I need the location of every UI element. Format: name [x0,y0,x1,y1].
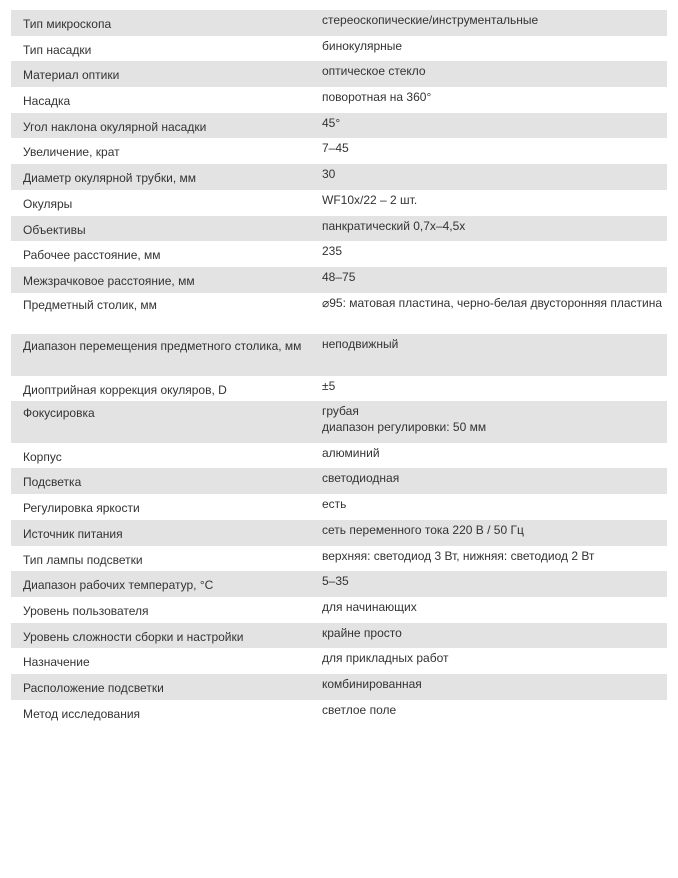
spec-row [11,494,667,520]
spec-name: Фокусировка [11,401,311,443]
spec-value: ±5 [311,376,667,402]
spec-value-line: грубая [322,404,359,419]
spec-name: Предметный столик, мм [11,293,311,335]
spec-value: сеть переменного тока 220 В / 50 Гц [311,520,667,546]
spec-value-line: диапазон регулировки: 50 мм [322,420,487,435]
spec-row [11,623,667,649]
spec-value: 7–45 [311,138,667,164]
spec-row [11,571,667,597]
spec-value: для прикладных работ [311,648,667,674]
spec-value: светодиодная [311,468,667,494]
spec-value: комбинированная [311,674,667,700]
spec-value: крайне просто [311,623,667,649]
spec-value: оптическое стекло [311,61,667,87]
spec-value: панкратический 0,7x–4,5x [311,216,667,242]
spec-row [11,293,667,335]
spec-name: Межзрачковое расстояние, мм [11,267,311,293]
spec-name: Источник питания [11,520,311,546]
spec-name: Назначение [11,648,311,674]
spec-row [11,164,667,190]
spec-name: Рабочее расстояние, мм [11,241,311,267]
spec-value: стереоскопические/инструментальные [311,10,667,36]
spec-value: неподвижный [311,334,667,376]
spec-name: Тип лампы подсветки [11,546,311,572]
spec-name: Окуляры [11,190,311,216]
spec-row [11,190,667,216]
spec-name: Регулировка яркости [11,494,311,520]
spec-name: Диапазон рабочих температур, °С [11,571,311,597]
spec-value: WF10x/22 – 2 шт. [311,190,667,216]
spec-name: Объективы [11,216,311,242]
spec-row [11,443,667,469]
spec-value [311,401,667,443]
spec-name: Уровень сложности сборки и настройки [11,623,311,649]
spec-value: верхняя: светодиод 3 Вт, нижняя: светодиод 2 Вт [311,546,667,572]
spec-row [11,648,667,674]
spec-value: 235 [311,241,667,267]
spec-name: Увеличение, крат [11,138,311,164]
spec-row [11,113,667,139]
spec-row [11,334,667,376]
spec-row [11,36,667,62]
spec-row [11,468,667,494]
spec-name: Корпус [11,443,311,469]
spec-value: 45° [311,113,667,139]
spec-row [11,546,667,572]
spec-row [11,10,667,36]
spec-name: Тип насадки [11,36,311,62]
spec-name: Расположение подсветки [11,674,311,700]
spec-value: есть [311,494,667,520]
spec-row [11,401,667,443]
spec-name: Материал оптики [11,61,311,87]
spec-value: поворотная на 360° [311,87,667,113]
spec-row [11,674,667,700]
spec-row [11,241,667,267]
spec-name: Диоптрийная коррекция окуляров, D [11,376,311,402]
spec-value: алюминий [311,443,667,469]
spec-value: для начинающих [311,597,667,623]
spec-value: 48–75 [311,267,667,293]
spec-value: светлое поле [311,700,667,726]
specifications-table [11,10,667,725]
spec-name: Метод исследования [11,700,311,726]
spec-row [11,267,667,293]
spec-row [11,61,667,87]
spec-name: Диапазон перемещения предметного столика, мм [11,334,311,376]
spec-row [11,700,667,726]
spec-name: Уровень пользователя [11,597,311,623]
spec-row [11,520,667,546]
spec-value: ⌀95: матовая пластина, черно-белая двусторонняя пластина [311,293,667,335]
spec-name: Угол наклона окулярной насадки [11,113,311,139]
spec-row [11,216,667,242]
spec-value: 30 [311,164,667,190]
spec-row [11,138,667,164]
spec-name: Тип микроскопа [11,10,311,36]
spec-name: Насадка [11,87,311,113]
spec-value: бинокулярные [311,36,667,62]
spec-row [11,376,667,402]
spec-name: Диаметр окулярной трубки, мм [11,164,311,190]
spec-value: 5–35 [311,571,667,597]
spec-row [11,87,667,113]
spec-row [11,597,667,623]
spec-name: Подсветка [11,468,311,494]
